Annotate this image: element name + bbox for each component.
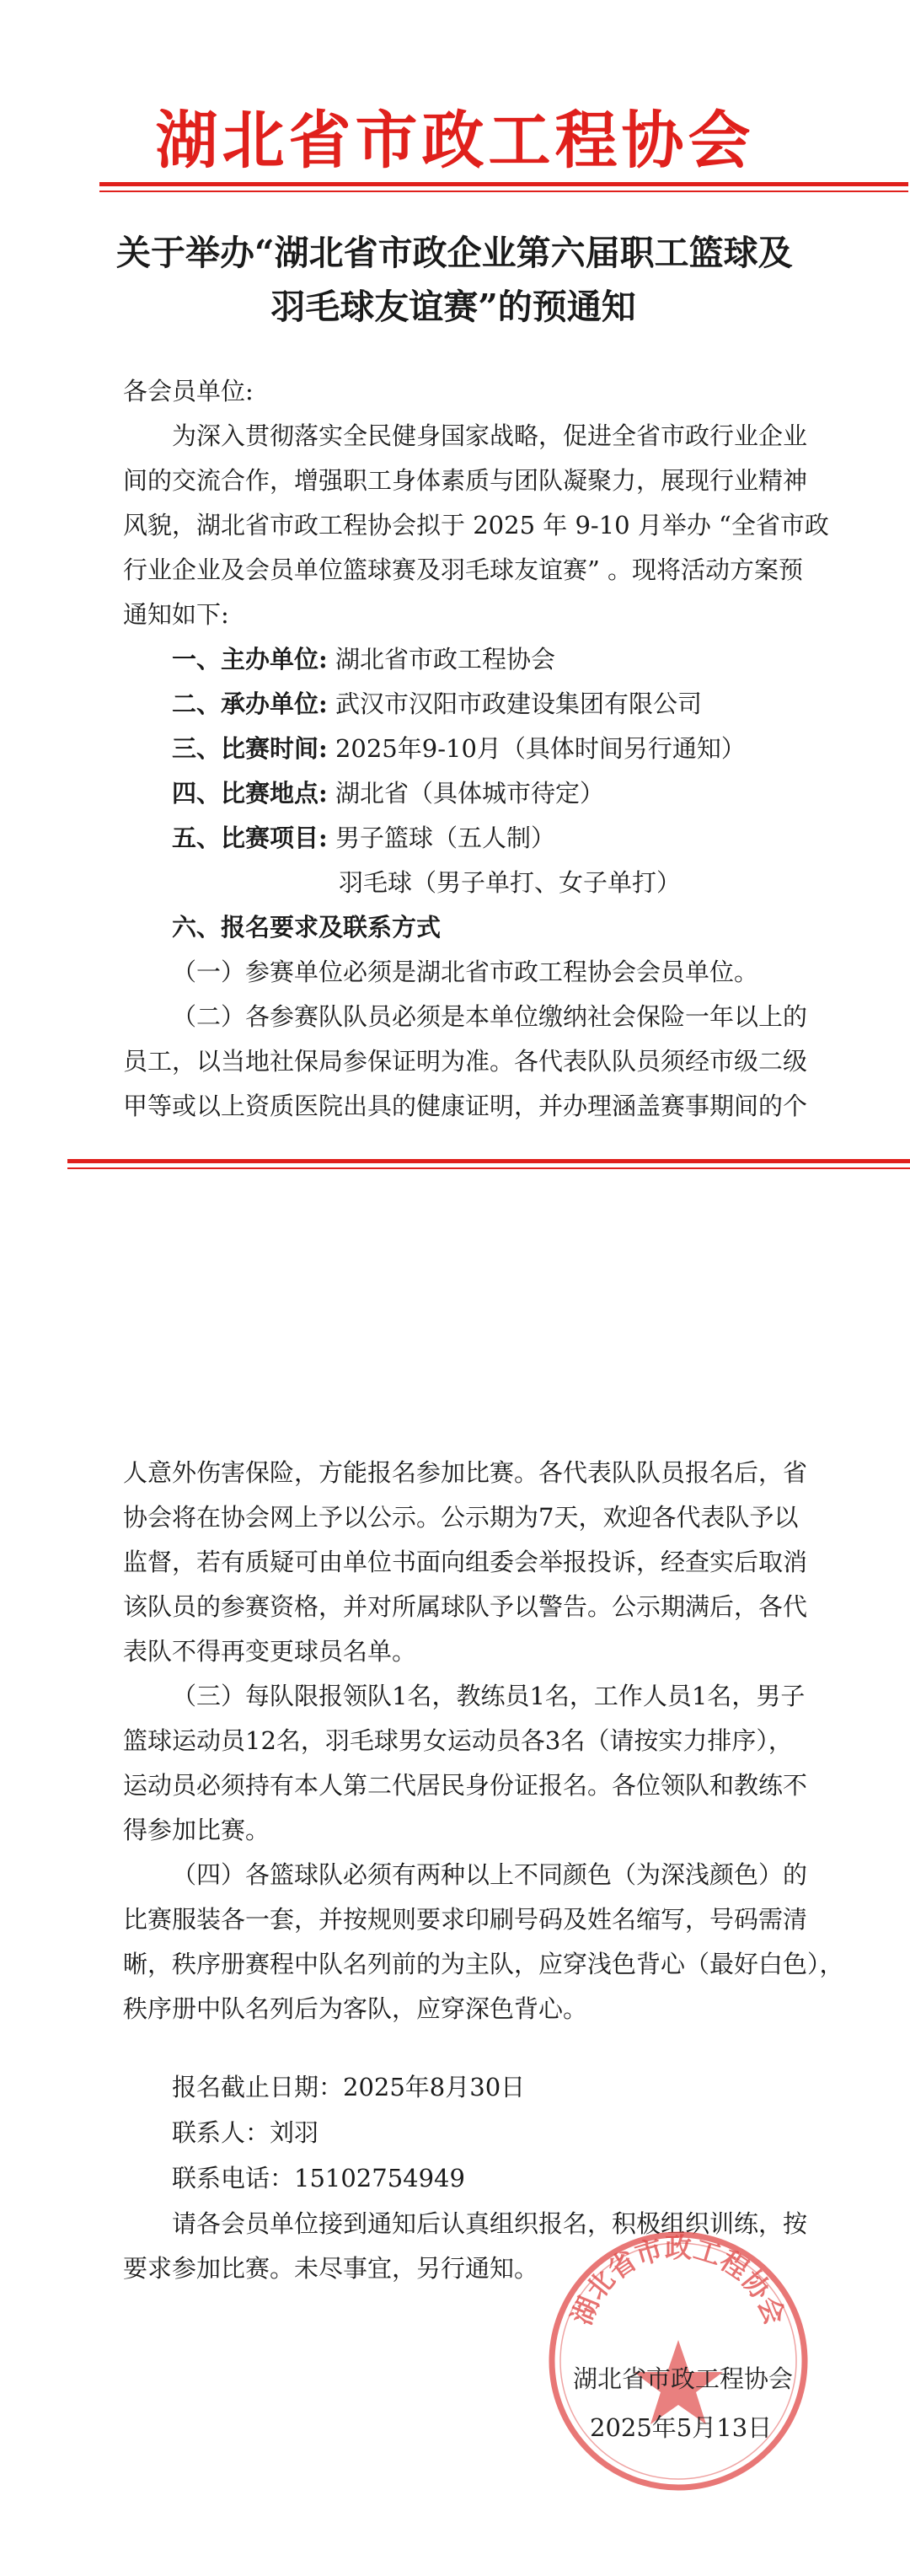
intro-line: 通知如下: (123, 600, 229, 629)
svg-text:湖北省市政工程协会 (565, 2232, 791, 2329)
requirement-2-line: 员工，以当地社保局参保证明为准。各代表队队员须经市级二级 (123, 1047, 808, 1076)
page-divider (67, 1167, 910, 1169)
requirement-4-line: 秩序册中队名列后为客队，应穿深色背心。 (123, 1994, 588, 2023)
title-line-2: 羽毛球友谊赛”的预通知 (270, 287, 636, 327)
requirement-4-line: （四）各篮球队必须有两种以上不同颜色（为深浅颜色）的 (172, 1860, 808, 1889)
item-host (172, 642, 555, 676)
intro-line: 风貌，湖北省市政工程协会拟于 2025 年 9-10 月举办 “全省市政 (123, 511, 829, 539)
salutation: 各会员单位: (123, 377, 254, 405)
item-value: 武汉市汉阳市政建设集团有限公司 (335, 690, 702, 718)
signature-date: 2025年5月13日 (590, 2413, 773, 2442)
closing-line: 要求参加比赛。未尽事宜，另行通知。 (123, 2254, 539, 2283)
item-events-extra: 羽毛球（男子单打、女子单打） (339, 868, 682, 897)
requirement-2-line: （二）各参赛队队员必须是本单位缴纳社会保险一年以上的 (172, 1002, 808, 1031)
item-label: 三、比赛时间: (172, 734, 328, 763)
requirement-3-line: 篮球运动员12名，羽毛球男女运动员各3名（请按实力排序）， (123, 1726, 793, 1755)
item-value: 湖北省市政工程协会 (335, 645, 555, 674)
intro-line: 间的交流合作，增强职工身体素质与团队凝聚力，展现行业精神 (123, 466, 808, 495)
header-divider (99, 191, 908, 192)
requirement-3-line: 运动员必须持有本人第二代居民身份证报名。各位领队和教练不 (123, 1771, 808, 1800)
item-value: 2025年9-10月（具体时间另行通知） (335, 734, 746, 763)
item-location (172, 776, 604, 810)
item-label: 二、承办单位: (172, 690, 328, 718)
document-title (116, 226, 841, 334)
item-value: 男子篮球（五人制） (335, 824, 555, 852)
continued-line: 监督，若有质疑可由单位书面向组委会举报投诉，经查实后取消 (123, 1548, 808, 1576)
header-divider (99, 182, 908, 186)
contact-person: 联系人：刘羽 (172, 2118, 319, 2147)
item-label: 一、主办单位: (172, 645, 328, 674)
signature-org: 湖北省市政工程协会 (573, 2364, 794, 2393)
continued-line: 人意外伤害保险，方能报名参加比赛。各代表队队员报名后，省 (123, 1458, 808, 1487)
continued-line: 协会将在协会网上予以公示。公示期为7天，欢迎各代表队予以 (123, 1503, 799, 1532)
requirement-2-line: 甲等或以上资质医院出具的健康证明，并办理涵盖赛事期间的个 (123, 1092, 808, 1120)
intro-line: 为深入贯彻落实全民健身国家战略，促进全省市政行业企业 (172, 421, 808, 450)
item-events (172, 821, 555, 855)
letterhead-title: 湖北省市政工程协会 (155, 105, 755, 177)
item-label: 五、比赛项目: (172, 824, 328, 852)
requirement-3-line: 得参加比赛。 (123, 1816, 270, 1844)
page-divider (67, 1159, 910, 1163)
continued-line: 表队不得再变更球员名单。 (123, 1637, 417, 1666)
requirement-4-line: 比赛服装各一套，并按规则要求印刷号码及姓名缩写，号码需清 (123, 1905, 808, 1934)
requirement-4-line: 晰，秩序册赛程中队名列前的为主队，应穿浅色背心（最好白色）， (123, 1950, 844, 1978)
intro-line: 行业企业及会员单位篮球赛及羽毛球友谊赛” 。现将活动方案预 (123, 555, 804, 584)
contact-phone: 联系电话：15102754949 (172, 2164, 465, 2192)
item-value: 湖北省（具体城市待定） (335, 779, 604, 808)
section-heading: 六、报名要求及联系方式 (172, 913, 442, 942)
item-label: 四、比赛地点: (172, 779, 328, 808)
closing-line: 请各会员单位接到通知后认真组织报名，积极组织训练，按 (172, 2209, 808, 2238)
requirement-1: （一）参赛单位必须是湖北省市政工程协会会员单位。 (172, 958, 759, 986)
continued-line: 该队员的参赛资格，并对所属球队予以警告。公示期满后，各代 (123, 1592, 808, 1621)
requirement-3-line: （三）每队限报领队1名，教练员1名，工作人员1名，男子 (172, 1682, 806, 1710)
item-organizer (172, 687, 702, 721)
item-time (172, 732, 746, 765)
title-line-1: 关于举办“湖北省市政企业第六届职工篮球及 (116, 233, 793, 273)
deadline: 报名截止日期：2025年8月30日 (172, 2073, 526, 2101)
seal-text: 湖北省市政工程协会 (565, 2231, 791, 2330)
